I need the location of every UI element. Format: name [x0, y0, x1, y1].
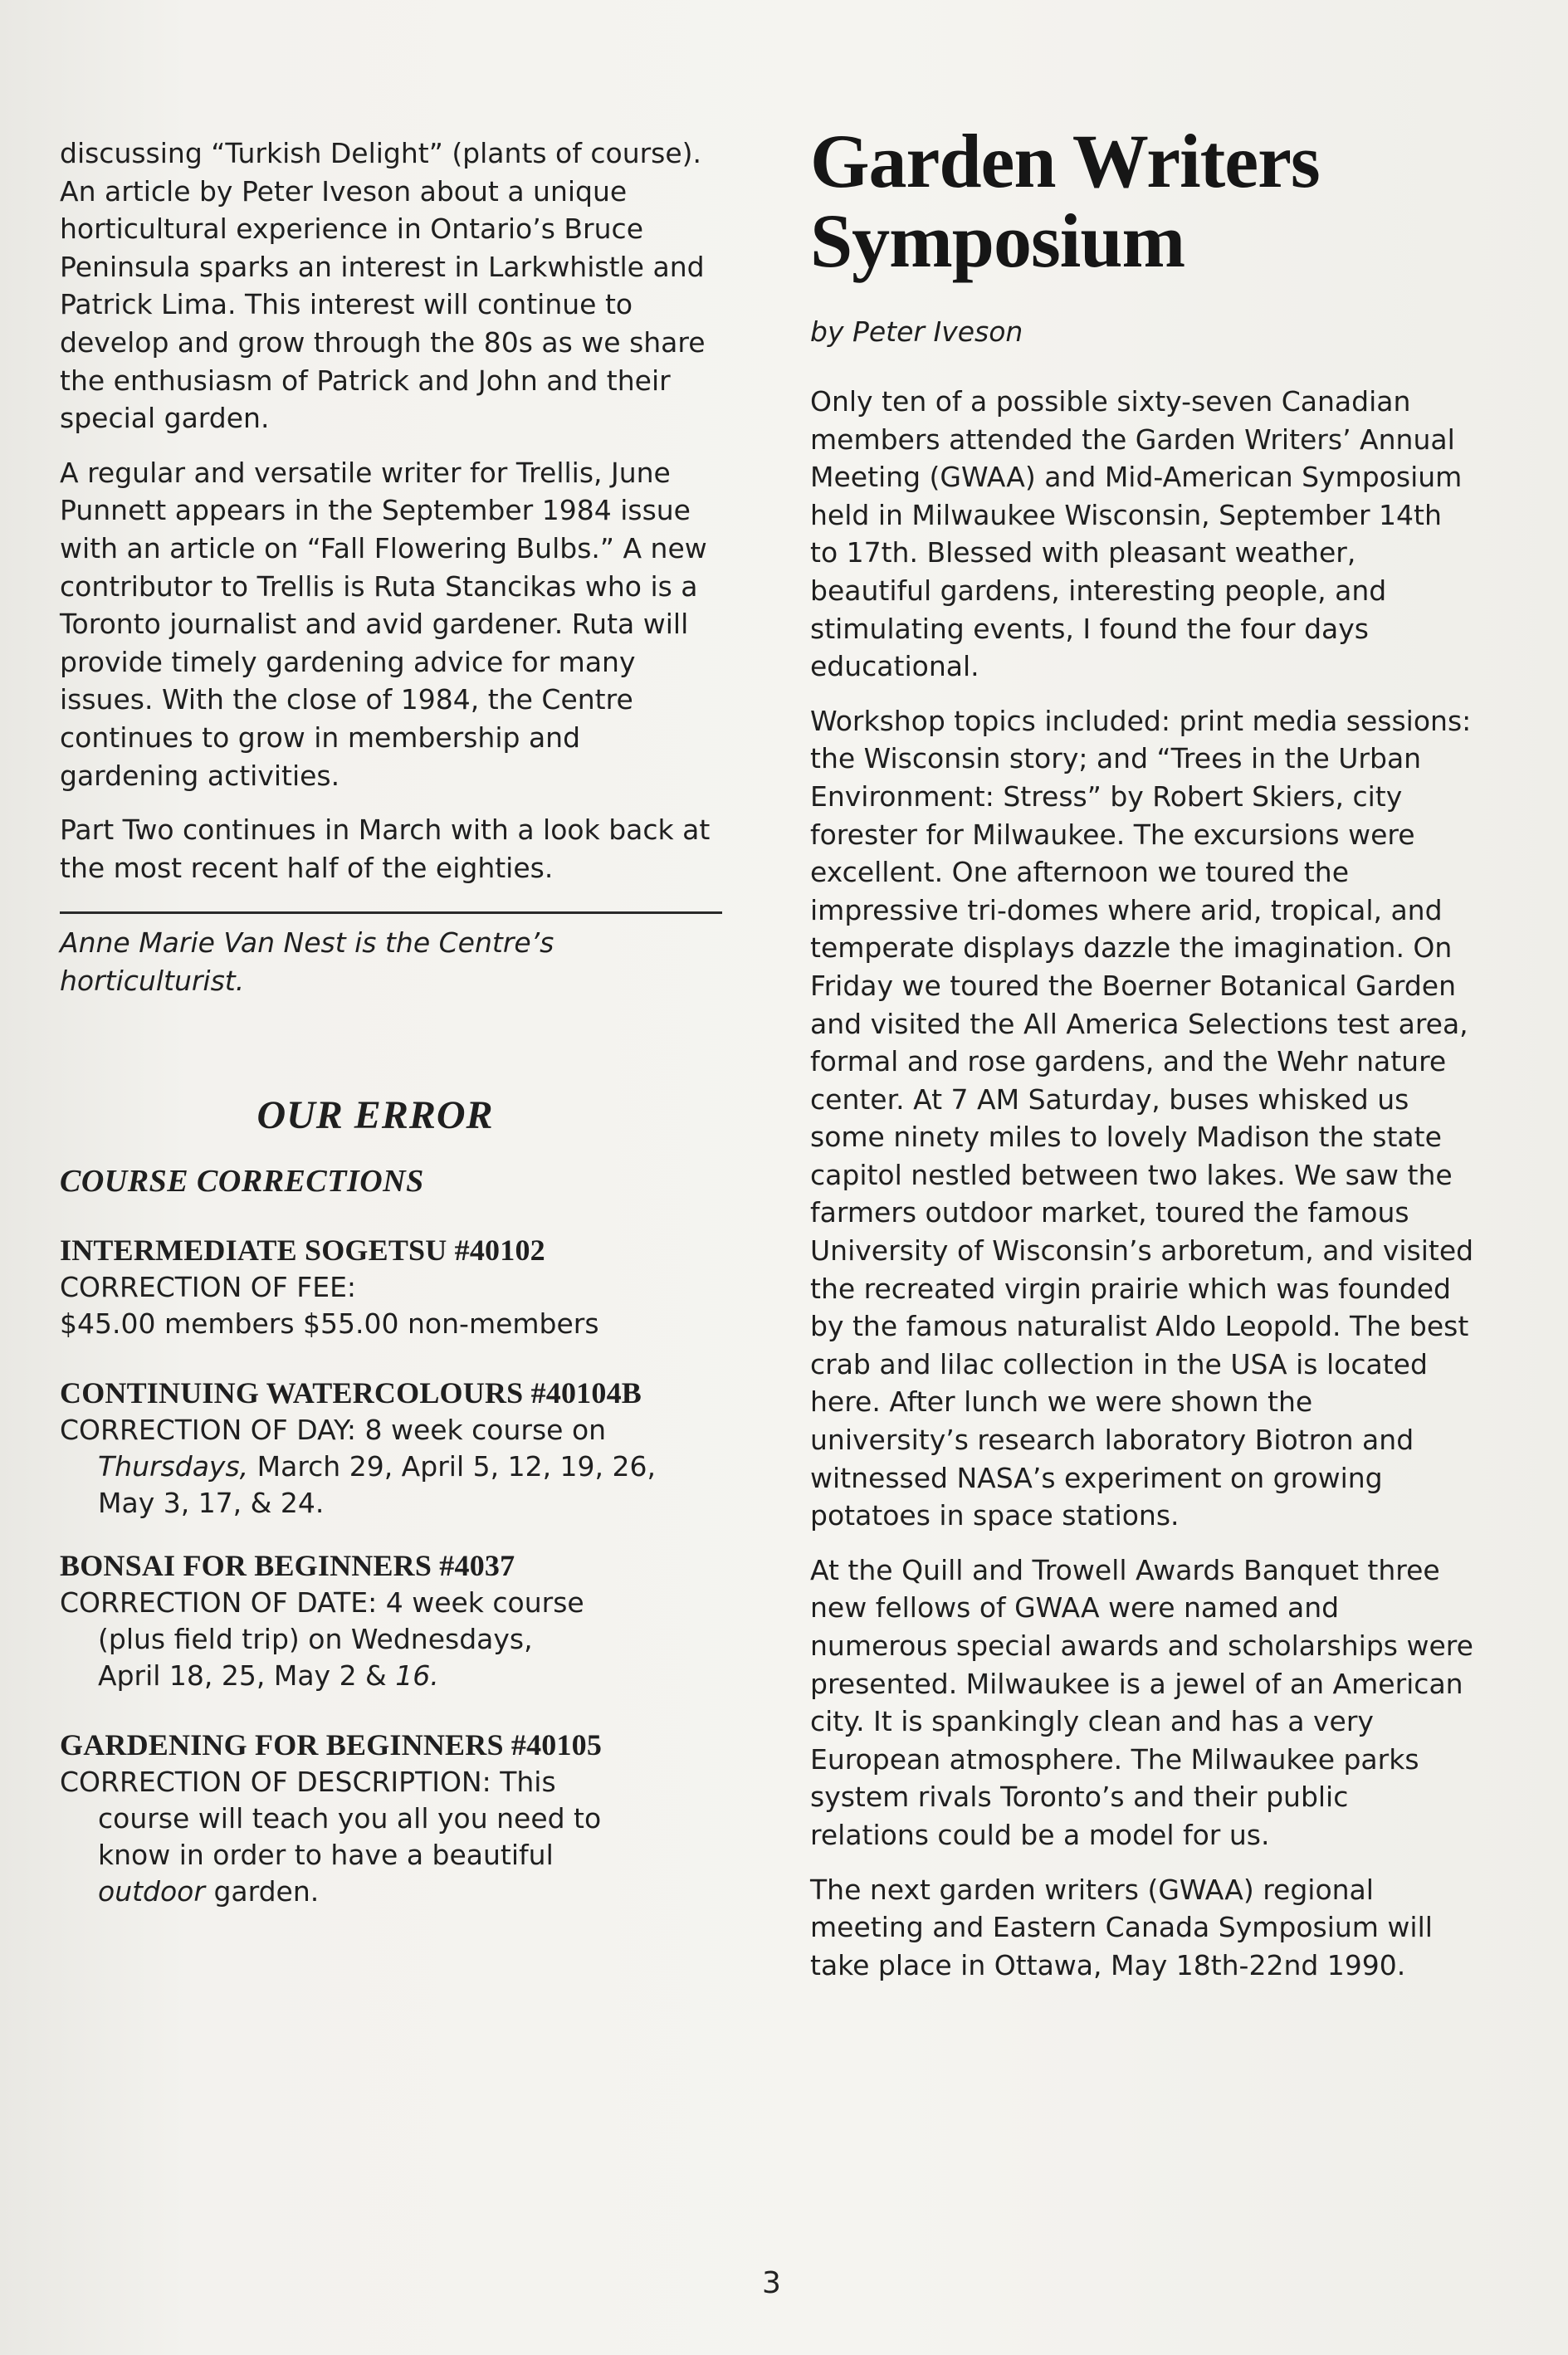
correction-text: CORRECTION OF DATE: 4 week course [60, 1586, 584, 1620]
correction-italic-text: Thursdays, [98, 1450, 249, 1483]
intro-paragraph: A regular and versatile writer for Trellis, June Punnett appears in the September 1984 issue with an article on “Fall Flowering Bulbs.” A new contributor to Trellis is Ruta Stancikas who is a Toronto journalist and avid gardener. Ruta will provide timely gardening advice for many issues. With the close of 1984, the Centre continues to grow in membership and gardening activities. [60, 456, 707, 792]
course-correction [60, 1374, 724, 1522]
correction-text: May 3, 17, & 24. [98, 1487, 325, 1520]
correction-text-rest: garden. [204, 1875, 320, 1908]
correction-text [60, 1449, 724, 1485]
course-name: GARDENING FOR BEGINNERS #40105 [60, 1728, 603, 1762]
intro-paragraph: Part Two continues in March with a look back at the most recent half of the eighties. [60, 814, 711, 884]
course-name: CONTINUING WATERCOLOURS #40104B [60, 1376, 642, 1410]
corrections-heading: COURSE CORRECTIONS [60, 1164, 424, 1199]
course-correction [60, 1726, 724, 1910]
correction-text: course will teach you all you need to [98, 1802, 602, 1835]
article-title: Garden Writers Symposium [810, 119, 1320, 283]
byline: by Peter Iveson [810, 315, 1023, 348]
intro-paragraph: discussing “Turkish Delight” (plants of course). An article by Peter Iveson about a unique horticultural experience in Ontario’s Bruce Peninsula sparks an interest in Larkwhistle and Patrick Lima. This interest will continue to develop and grow through the 80s as we share the enthusiasm of Patrick and John and their special garden. [60, 137, 706, 435]
correction-text: CORRECTION OF DAY: 8 week course on [60, 1414, 607, 1447]
correction-text: (plus field trip) on Wednesdays, [98, 1623, 533, 1656]
correction-text [60, 1658, 724, 1694]
divider-line [60, 911, 722, 914]
correction-italic-text: 16. [395, 1659, 439, 1693]
correction-text [60, 1874, 724, 1910]
course-name: INTERMEDIATE SOGETSU #40102 [60, 1234, 545, 1268]
right-column [810, 119, 1474, 1984]
course-name: BONSAI FOR BEGINNERS #4037 [60, 1549, 515, 1583]
correction-text: know in order to have a beautiful [98, 1839, 554, 1872]
correction-text: CORRECTION OF DESCRIPTION: This [60, 1766, 556, 1799]
correction-text: CORRECTION OF FEE: [60, 1271, 357, 1304]
article-paragraph: Only ten of a possible sixty-seven Canadian members attended the Garden Writers’ Annual Meeting (GWAA) and Mid-American Symposium held in Milwaukee Wisconsin, September 14th to 17th. Blessed with pleasant weather, beautiful gardens, interesting people, and stimulating events, I found the four days educational. [810, 385, 1463, 683]
article-paragraph: The next garden writers (GWAA) regional meeting and Eastern Canada Symposium will take place in Ottawa, May 18th-22nd 1990. [810, 1873, 1433, 1981]
correction-text: $45.00 members $55.00 non-members [60, 1307, 599, 1341]
error-heading: OUR ERROR [256, 1093, 494, 1138]
course-correction [60, 1231, 724, 1342]
left-column [60, 133, 724, 1910]
correction-italic-text: outdoor [98, 1875, 205, 1908]
correction-text-rest: March 29, April 5, 12, 19, 26, [248, 1450, 656, 1483]
article-paragraph: At the Quill and Trowell Awards Banquet three new fellows of GWAA were named and numerous special awards and scholarships were presented. Milwaukee is a jewel of an American city. It is spankingly clean and has a very European atmosphere. The Milwaukee parks system rivals Toronto’s and their public relations could be a model for us. [810, 1553, 1473, 1851]
author-note: Anne Marie Van Nest is the Centre’s horticulturist. [60, 926, 554, 997]
correction-text-start: April 18, 25, May 2 & [98, 1659, 396, 1693]
article-paragraph: Workshop topics included: print media sessions: the Wisconsin story; and “Trees in the Urban Environment: Stress” by Robert Skiers, city forester for Milwaukee. The excursions were excellent. One afternoon we toured the impressive tri-domes where arid, tropical, and temperate displays dazzle the imagination. On Friday we toured the Boerner Botanical Garden and visited the All America Selections test area, formal and rose gardens, and the Wehr nature center. At 7 AM Saturday, buses whisked us some ninety miles to lovely Madison the state capitol nestled between two lakes. We saw the farmers outdoor market, toured the famous University of Wisconsin’s arboretum, and visited the recreated virgin prairie which was founded by the famous naturalist Aldo Leopold. The best crab and lilac collection in the USA is located here. After lunch we were shown the university’s research laboratory Biotron and witnessed NASA’s experiment on growing potatoes in space stations. [810, 704, 1474, 1532]
course-correction [60, 1546, 724, 1694]
page-number: 3 [762, 2266, 781, 2300]
